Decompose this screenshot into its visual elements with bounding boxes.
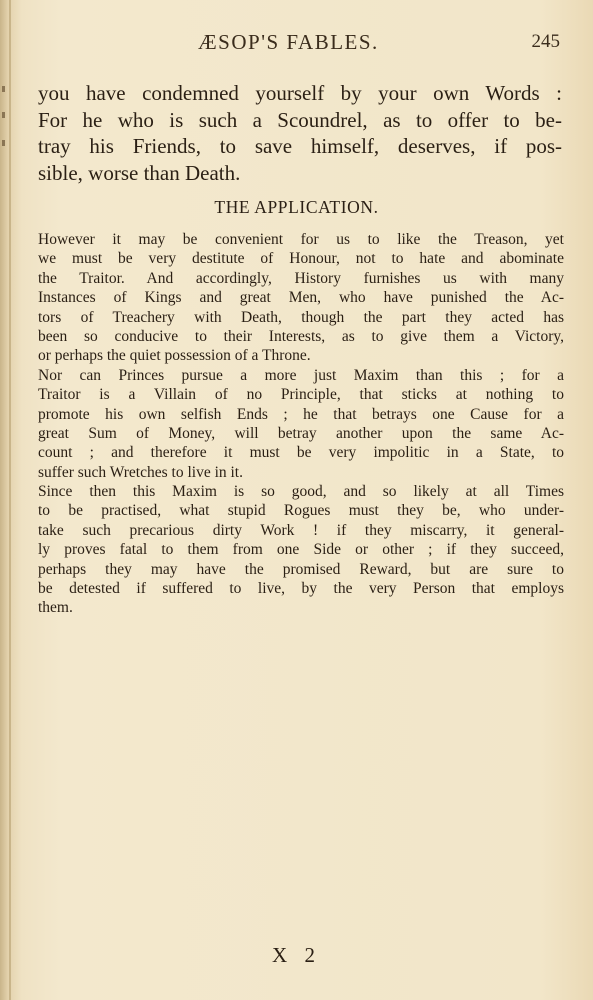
running-header <box>38 30 566 60</box>
application-body <box>38 230 564 618</box>
text-line: the Traitor. And accordingly, History furnishes us with many <box>38 269 564 287</box>
text-line: sible, worse than Death. <box>38 160 241 185</box>
text-line: count ; and therefore it must be very impolitic in a State, to <box>38 444 564 462</box>
text-line: However it may be convenient for us to like the Treason, yet <box>38 231 564 248</box>
section-heading: THE APPLICATION. <box>214 197 379 217</box>
text-line: we must be very destitute of Honour, not to hate and abominate <box>38 250 564 268</box>
text-line: take such precarious dirty Work ! if they miscarry, it general- <box>38 521 564 539</box>
text-line: perhaps they may have the promised Reward, but are sure to <box>38 560 564 578</box>
text-line: to be practised, what stupid Rogues must they be, who under- <box>38 502 564 520</box>
text-line: Nor can Princes pursue a more just Maxim than this ; for a <box>38 366 564 384</box>
text-line: be detested if suffered to live, by the very Person that employs <box>38 580 564 598</box>
signature-mark: X 2 <box>272 943 321 967</box>
text-line: ly proves fatal to them from one Side or other ; if they succeed, <box>38 541 564 559</box>
text-line: them. <box>38 599 73 617</box>
text-line: or perhaps the quiet possession of a Throne. <box>38 347 311 365</box>
text-line: For he who is such a Scoundrel, as to offer to be- <box>38 107 562 132</box>
text-line: tors of Treachery with Death, though the part they acted has <box>38 308 564 326</box>
page-number: 245 <box>531 31 560 52</box>
text-line: Since then this Maxim is so good, and so likely at all Times <box>38 483 564 501</box>
text-line: Traitor is a Villain of no Principle, that sticks at nothing to <box>38 386 564 404</box>
fable-conclusion <box>38 80 562 186</box>
text-line: promote his own selfish Ends ; he that betrays one Cause for a <box>38 405 564 423</box>
gutter-mark <box>2 112 5 118</box>
text-line: been so conducive to their Interests, as to give them a Victory, <box>38 327 564 345</box>
gutter-mark <box>2 86 5 92</box>
text-line: suffer such Wretches to live in it. <box>38 463 243 481</box>
text-line: tray his Friends, to save himself, deserves, if pos- <box>38 134 562 158</box>
text-line: you have condemned yourself by your own Words : <box>38 81 562 105</box>
running-title: ÆSOP'S FABLES. <box>198 30 379 54</box>
text-line: Instances of Kings and great Men, who have punished the Ac- <box>38 289 564 307</box>
binding-gutter <box>9 0 11 1000</box>
text-line: great Sum of Money, will betray another upon the same Ac- <box>38 424 564 442</box>
gutter-mark <box>2 140 5 146</box>
